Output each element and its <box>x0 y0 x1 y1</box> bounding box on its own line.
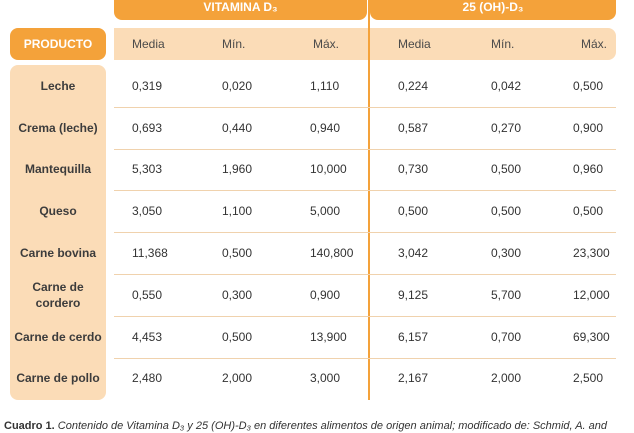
table-cell: 0,500 <box>573 204 604 219</box>
table-cell: 3,000 <box>310 371 341 386</box>
table-cell: 2,000 <box>222 371 253 386</box>
table-cell: 0,500 <box>222 329 253 344</box>
column-group-divider <box>368 0 370 400</box>
table-cell: 10,000 <box>310 162 347 177</box>
table-cell: 0,587 <box>398 120 429 135</box>
col-header-min-25oh: Mín. <box>491 37 515 51</box>
table-cell: 0,960 <box>573 162 604 177</box>
table-cell: 5,700 <box>491 287 522 302</box>
row-divider <box>114 190 616 191</box>
product-name: Carne de cerdo <box>14 329 102 344</box>
table-cell: 2,167 <box>398 371 429 386</box>
table-cell: 5,303 <box>132 162 163 177</box>
col-header-max-25oh: Máx. <box>581 37 608 51</box>
table-cell: 0,940 <box>310 120 341 135</box>
table-cell: 3,050 <box>132 204 163 219</box>
table-cell: 1,100 <box>222 204 253 219</box>
col-header-max-d3: Máx. <box>313 37 340 51</box>
row-divider <box>114 107 616 108</box>
table-cell: 11,368 <box>132 246 168 261</box>
col-header-media-d3: Media <box>132 37 165 51</box>
row-divider <box>114 232 616 233</box>
product-name: Carne de cordero <box>32 279 84 310</box>
table-cell: 0,900 <box>573 120 604 135</box>
table-cell: 140,800 <box>310 246 354 261</box>
caption-label: Cuadro 1. <box>4 420 55 432</box>
table-cell: 69,300 <box>573 329 610 344</box>
table-cell: 0,900 <box>310 287 341 302</box>
table-cell: 0,300 <box>222 287 253 302</box>
table-cell: 0,500 <box>222 246 253 261</box>
table-cell: 2,000 <box>491 371 522 386</box>
vitamina-d3-group-header: VITAMINA D₃ <box>114 0 367 20</box>
table-cell: 0,500 <box>398 204 429 219</box>
table-cell: 0,440 <box>222 120 253 135</box>
table-caption <box>4 420 634 432</box>
col-header-media-25oh: Media <box>398 37 431 51</box>
table-cell: 2,480 <box>132 371 163 386</box>
table-cell: 0,700 <box>491 329 522 344</box>
table-cell: 0,500 <box>491 162 522 177</box>
product-name: Queso <box>39 204 77 219</box>
table-cell: 0,550 <box>132 287 163 302</box>
table-cell: 0,020 <box>222 78 253 93</box>
table-cell: 9,125 <box>398 287 429 302</box>
subheader-bar <box>114 28 616 60</box>
table-cell: 0,500 <box>573 78 604 93</box>
row-divider <box>114 316 616 317</box>
table-cell: 4,453 <box>132 329 163 344</box>
table-cell: 1,960 <box>222 162 253 177</box>
table-cell: 3,042 <box>398 246 429 261</box>
product-name: Carne de pollo <box>16 371 100 386</box>
caption-text: Contenido de Vitamina D₃ y 25 (OH)-D₃ en diferentes alimentos de origen animal; modificado de: Schmid, A. and <box>57 420 608 432</box>
table-cell: 0,300 <box>491 246 522 261</box>
table-cell: 6,157 <box>398 329 429 344</box>
row-divider <box>114 149 616 150</box>
table-cell: 0,693 <box>132 120 163 135</box>
table-cell: 12,000 <box>573 287 610 302</box>
row-divider <box>114 274 616 275</box>
table-cell: 2,500 <box>573 371 604 386</box>
table-cell: 0,730 <box>398 162 429 177</box>
table-cell: 13,900 <box>310 329 347 344</box>
table-cell: 5,000 <box>310 204 341 219</box>
product-name: Crema (leche) <box>18 120 98 135</box>
table-cell: 1,110 <box>310 78 340 93</box>
table-cell: 0,270 <box>491 120 522 135</box>
table-cell: 0,500 <box>491 204 522 219</box>
product-name: Leche <box>40 78 76 93</box>
table-cell: 0,319 <box>132 78 163 93</box>
25oh-d3-group-header: 25 (OH)-D₃ <box>370 0 616 20</box>
producto-column-header: PRODUCTO <box>10 28 106 60</box>
product-name: Mantequilla <box>24 162 91 177</box>
table-cell: 0,224 <box>398 78 429 93</box>
table-cell: 23,300 <box>573 246 610 261</box>
col-header-min-d3: Mín. <box>222 37 246 51</box>
table-cell: 0,042 <box>491 78 522 93</box>
row-divider <box>114 358 616 359</box>
product-name: Carne bovina <box>19 246 97 261</box>
